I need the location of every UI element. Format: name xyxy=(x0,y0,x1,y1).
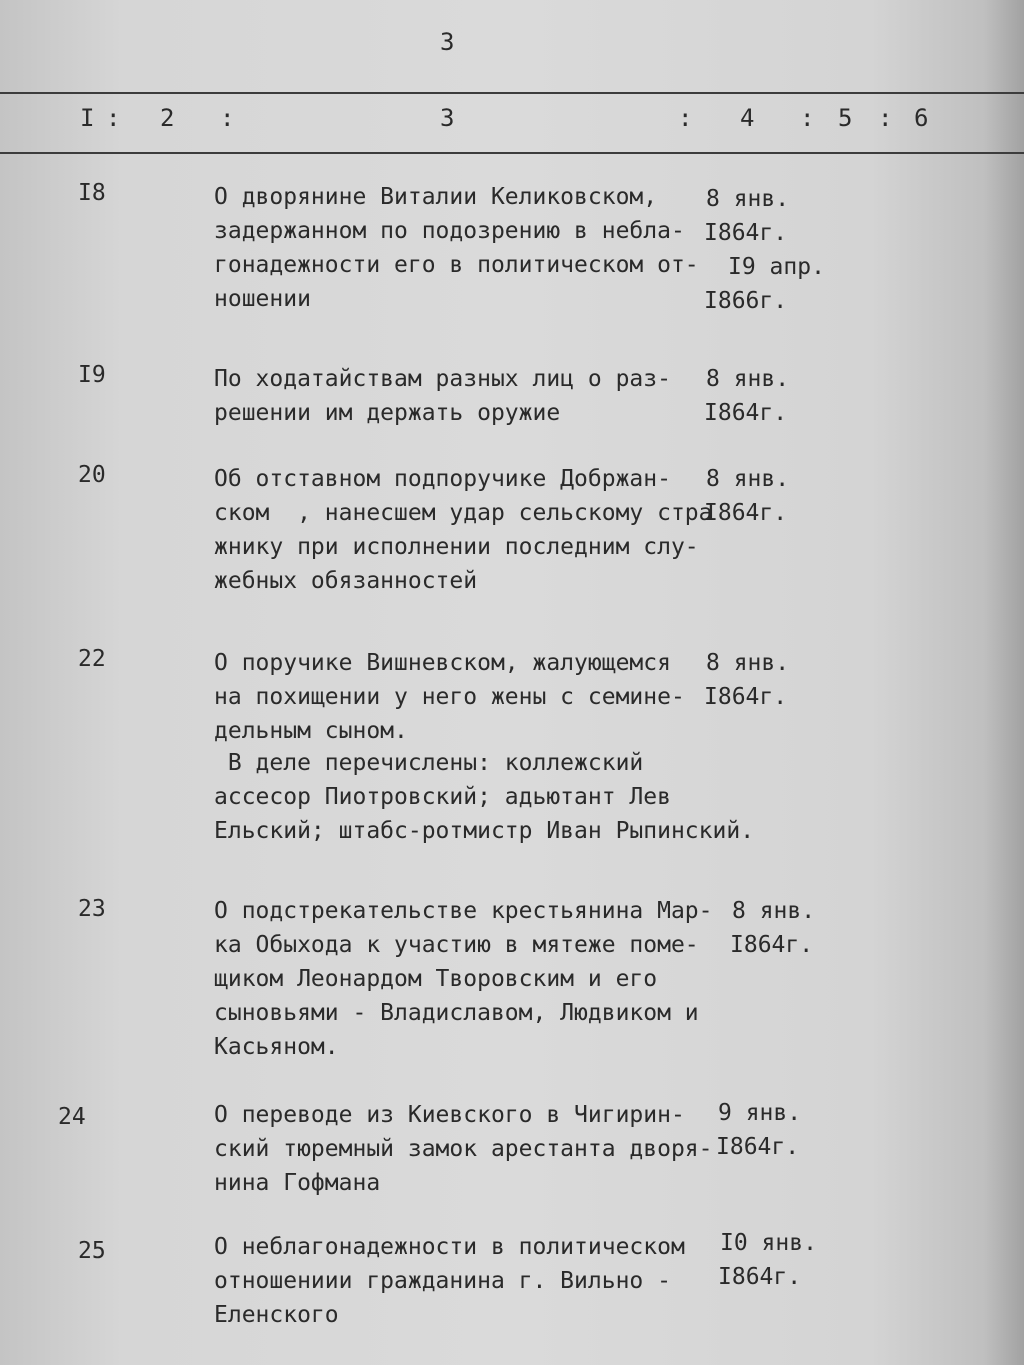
description-line: О поручике Вишневском, жалующемся xyxy=(214,650,671,676)
entry-date xyxy=(730,894,815,962)
entry-date xyxy=(704,182,825,318)
column-separator: : xyxy=(800,104,815,132)
date-line: 8 янв. xyxy=(706,366,790,392)
date-line: 9 янв. xyxy=(718,1100,802,1126)
description-line: жнику при исполнении последним слу- xyxy=(214,534,699,560)
entry-description xyxy=(214,646,685,748)
description-line: Касьяном. xyxy=(214,1034,339,1060)
entry-number: 23 xyxy=(78,896,106,922)
entry-description xyxy=(214,1230,685,1332)
entry-number: 25 xyxy=(78,1238,106,1264)
date-line: I864г. xyxy=(718,1264,802,1290)
description-line: на похищении у него жены с семине- xyxy=(214,684,685,710)
date-line: I0 янв. xyxy=(720,1230,817,1256)
entry-description xyxy=(214,362,671,430)
description-line: щиком Леонардом Творовским и его xyxy=(214,966,658,992)
column-separator: : xyxy=(878,104,893,132)
description-line: дельным сыном. xyxy=(214,718,408,744)
description-line: задержанном по подозрению в небла- xyxy=(214,218,685,244)
column-separator: : xyxy=(220,104,235,132)
date-line: I864г. xyxy=(704,220,788,246)
date-line: I864г. xyxy=(704,684,788,710)
entry-date xyxy=(716,1096,801,1164)
header-top-rule xyxy=(0,92,1024,94)
date-line: I9 апр. xyxy=(728,254,825,280)
entry-number: I9 xyxy=(78,362,106,388)
entry-description xyxy=(214,894,713,1064)
description-line: О переводе из Киевского в Чигирин- xyxy=(214,1102,685,1128)
column-5-heading: 5 xyxy=(838,104,853,132)
description-line: нина Гофмана xyxy=(214,1170,381,1196)
page-number: 3 xyxy=(440,28,455,56)
description-line: ский тюремный замок арестанта дворя- xyxy=(214,1136,713,1162)
date-line: I864г. xyxy=(716,1134,800,1160)
description-line: О дворянине Виталии Келиковском, xyxy=(214,184,658,210)
description-line: По ходатайствам разных лиц о раз- xyxy=(214,366,671,392)
entry-date xyxy=(718,1226,817,1294)
column-2-heading: 2 xyxy=(160,104,175,132)
column-6-heading: 6 xyxy=(914,104,929,132)
description-line: Еленского xyxy=(214,1302,339,1328)
description-line: О неблагонадежности в политическом xyxy=(214,1234,685,1260)
description-line: сыновьями - Владиславом, Людвиком и xyxy=(214,1000,699,1026)
column-1-heading: I xyxy=(80,104,95,132)
header-bottom-rule xyxy=(0,152,1024,154)
entry-number: 20 xyxy=(78,462,106,488)
description-line: ском , нанесшем удар сельскому стра xyxy=(214,500,713,526)
date-line: I864г. xyxy=(730,932,814,958)
description-line: Об отставном подпоручике Добржан- xyxy=(214,466,671,492)
column-separator: : xyxy=(106,104,121,132)
note-line: В деле перечислены: коллежский xyxy=(214,750,644,776)
entry-number: 24 xyxy=(58,1104,86,1130)
date-line: 8 янв. xyxy=(706,466,790,492)
entry-number: 22 xyxy=(78,646,106,672)
date-line: I864г. xyxy=(704,400,788,426)
column-separator: : xyxy=(678,104,693,132)
date-line: 8 янв. xyxy=(706,650,790,676)
description-line: жебных обязанностей xyxy=(214,568,478,594)
description-line: отношениии гражданина г. Вильно - xyxy=(214,1268,671,1294)
description-line: О подстрекательстве крестьянина Мар- xyxy=(214,898,713,924)
description-line: гонадежности его в политическом от- xyxy=(214,252,699,278)
description-line: решении им держать оружие xyxy=(214,400,561,426)
entry-date xyxy=(704,362,789,430)
note-line: ассесор Пиотровский; адьютант Лев xyxy=(214,784,671,810)
date-line: 8 янв. xyxy=(732,898,816,924)
entry-date xyxy=(704,646,789,714)
entry-note xyxy=(214,746,754,848)
entry-date xyxy=(704,462,789,530)
entry-description xyxy=(214,462,713,598)
date-line: I864г. xyxy=(704,500,788,526)
page-edge-shadow xyxy=(984,0,1024,1365)
date-line: I866г. xyxy=(704,288,788,314)
description-line: ношении xyxy=(214,286,311,312)
note-line: Ельский; штабс-ротмистр Иван Рыпинский. xyxy=(214,818,755,844)
entry-number: I8 xyxy=(78,180,106,206)
entry-description xyxy=(214,180,699,316)
entry-description xyxy=(214,1098,713,1200)
description-line: ка Обыхода к участию в мятеже поме- xyxy=(214,932,699,958)
date-line: 8 янв. xyxy=(706,186,790,212)
column-3-heading: 3 xyxy=(440,104,455,132)
column-4-heading: 4 xyxy=(740,104,755,132)
